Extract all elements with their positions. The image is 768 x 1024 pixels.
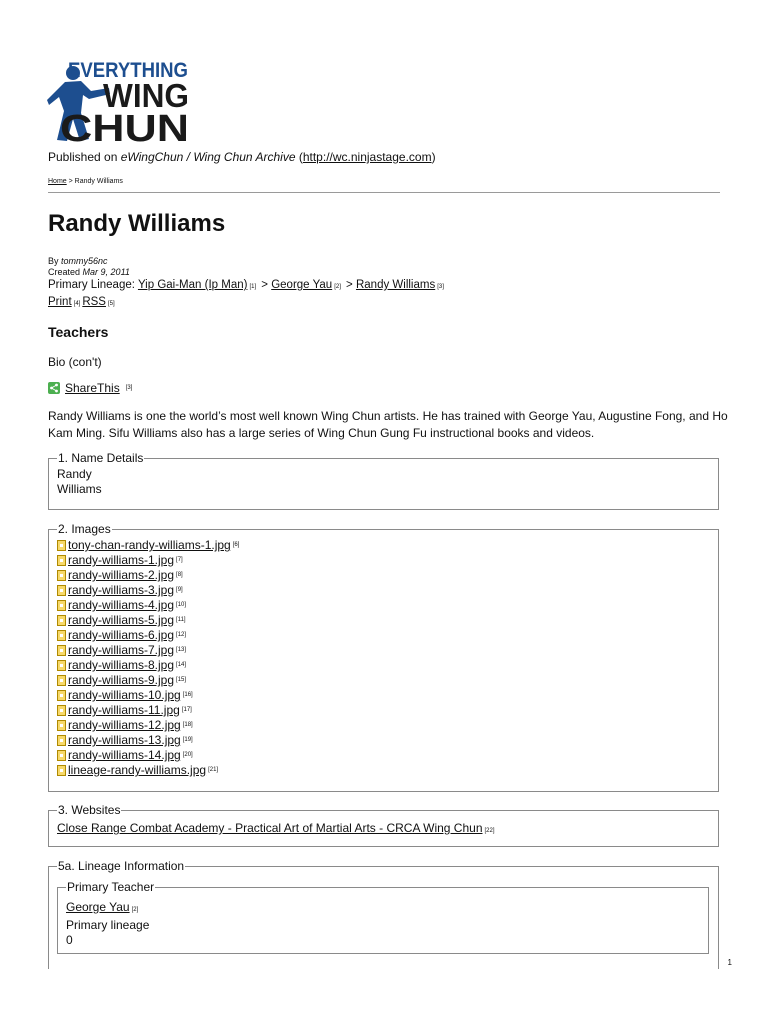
image-file-ref: [11] [176,617,186,623]
image-file-icon [57,570,66,581]
breadcrumb-separator: > [66,178,75,185]
image-file-icon [57,540,66,551]
image-file-ref: [8] [176,572,183,578]
image-file-link[interactable]: randy-williams-8.jpg [68,658,175,672]
print-ref: [4] [73,301,81,307]
image-file-link[interactable]: randy-williams-11.jpg [68,703,180,717]
primary-teacher-ref: [2] [131,907,139,913]
lineage-label: Primary Lineage: [48,279,135,291]
image-file-icon [57,765,66,776]
image-file-ref: [15] [176,677,187,683]
lineage-ref: [3] [437,284,444,290]
author-label: By [48,256,59,266]
primary-teacher-link[interactable]: George Yau [66,900,130,914]
image-file-ref: [14] [176,662,187,668]
image-file-link[interactable]: randy-williams-1.jpg [68,553,175,567]
article-meta [48,256,446,312]
primary-lineage-label: Primary lineage [66,918,150,932]
site-name: eWingChun / Wing Chun Archive [120,150,296,164]
last-name: Williams [57,482,102,496]
print-link[interactable]: Print [48,296,72,308]
image-file-icon [57,645,66,656]
lineage-link-george-yau[interactable]: George Yau [271,279,333,291]
image-file-icon [57,735,66,746]
logo-text-bottom: CHUN [60,108,189,143]
image-file-item [57,628,710,643]
image-file-icon [57,660,66,671]
image-file-icon [57,600,66,611]
image-file-item [57,673,710,688]
image-file-item [57,598,710,613]
image-file-link[interactable]: lineage-randy-williams.jpg [68,763,207,777]
image-file-icon [57,630,66,641]
share-icon[interactable] [48,382,60,394]
image-file-ref: [16] [182,692,193,698]
logo-text-top: EVERYTHING [68,59,188,82]
images-fieldset [48,522,719,792]
image-file-link[interactable]: randy-williams-9.jpg [68,673,175,687]
websites-legend: 3. Websites [58,803,121,817]
image-file-item [57,763,710,778]
image-file-item [57,703,710,718]
site-url-link[interactable]: http://wc.ninjastage.com [302,150,432,164]
image-file-item [57,568,710,583]
lineage-link-randy-williams[interactable]: Randy Williams [355,279,436,291]
image-file-item [57,658,710,673]
rss-ref: [5] [107,301,115,307]
breadcrumb-current: Randy Williams [74,178,123,185]
image-file-icon [57,675,66,686]
logo-text-middle: WING [103,77,189,114]
bio-label: Bio (con't) [48,355,102,369]
image-file-ref: [7] [176,557,183,563]
image-file-ref: [18] [182,722,193,728]
share-widget [48,381,134,395]
created-date: Mar 9, 2011 [82,267,130,277]
breadcrumb [48,178,123,185]
primary-teacher-fieldset [57,880,709,954]
websites-fieldset [48,803,719,847]
website-link[interactable]: Close Range Combat Academy - Practical Art of Martial Arts - CRCA Wing Chun [57,821,483,835]
primary-teacher-legend: Primary Teacher [67,880,155,894]
image-file-item [57,583,710,598]
image-file-icon [57,585,66,596]
website-ref: [22] [484,828,495,834]
image-file-link[interactable]: randy-williams-5.jpg [68,613,175,627]
header-divider [48,192,720,193]
image-file-link[interactable]: randy-williams-13.jpg [68,733,181,747]
published-prefix: Published on [48,150,121,164]
image-file-ref: [20] [182,752,193,758]
image-file-icon [57,615,66,626]
sharethis-link[interactable]: ShareThis [65,381,120,395]
image-file-item [57,733,710,748]
image-file-icon [57,705,66,716]
first-name: Randy [57,467,92,481]
primary-lineage-value: 0 [66,933,73,947]
print-rss-links [48,295,446,312]
lineage-ref: [2] [334,284,341,290]
image-file-link[interactable]: randy-williams-4.jpg [68,598,175,612]
section-heading-teachers: Teachers [48,324,109,340]
image-file-link[interactable]: randy-williams-14.jpg [68,748,181,762]
image-file-ref: [21] [208,767,219,773]
image-file-item [57,613,710,628]
image-file-link[interactable]: randy-williams-7.jpg [68,643,175,657]
author-name: tommy56nc [61,256,108,266]
image-file-icon [57,750,66,761]
site-logo[interactable] [47,55,192,143]
image-file-link[interactable]: tony-chan-randy-williams-1.jpg [68,538,231,552]
name-details-fieldset [48,451,719,510]
image-file-item [57,643,710,658]
image-file-ref: [17] [181,707,192,713]
image-file-link[interactable]: randy-williams-6.jpg [68,628,175,642]
image-file-icon [57,690,66,701]
image-file-link[interactable]: randy-williams-10.jpg [68,688,181,702]
sharethis-ref: [3] [125,385,133,391]
image-file-icon [57,555,66,566]
image-file-link[interactable]: randy-williams-12.jpg [68,718,181,732]
images-legend: 2. Images [58,522,111,536]
image-file-item [57,688,710,703]
created-label: Created [48,267,81,277]
image-file-item [57,538,710,553]
intro-paragraph: Randy Williams is one the world’s most well known Wing Chun artists. He has trained with George Yau, Augustine Fong, and Ho Kam Ming. Sifu Williams also has a large series of Wing Chun Gung Fu instructional books and videos. [48,409,728,440]
image-file-ref: [13] [176,647,187,653]
name-details-legend: 1. Name Details [58,451,144,465]
image-file-link[interactable]: randy-williams-2.jpg [68,568,175,582]
lineage-ref: [1] [249,284,257,290]
image-file-item [57,748,710,763]
image-file-icon [57,720,66,731]
rss-link[interactable]: RSS [82,296,106,308]
image-file-ref: [19] [182,737,193,743]
breadcrumb-home-link[interactable]: Home [48,178,67,185]
primary-lineage: Primary Lineage: Yip Gai-Man (Ip Man) [1] > George Yau [2] > Randy Williams [3] [48,279,444,291]
page-number: 1 [727,958,732,967]
image-file-ref: [6] [232,542,240,548]
image-file-ref: [12] [176,632,187,638]
page-title: Randy Williams [48,210,226,237]
image-file-ref: [10] [176,602,187,608]
image-file-item [57,553,710,568]
image-file-list [49,536,718,784]
published-line: Published on eWingChun / Wing Chun Archive (http://wc.ninjastage.com) [48,150,436,164]
image-file-ref: [9] [176,587,183,593]
lineage-link-yip-man[interactable]: Yip Gai-Man (Ip Man) [137,279,248,291]
image-file-item [57,718,710,733]
lineage-info-legend: 5a. Lineage Information [58,859,185,873]
image-file-link[interactable]: randy-williams-3.jpg [68,583,175,597]
